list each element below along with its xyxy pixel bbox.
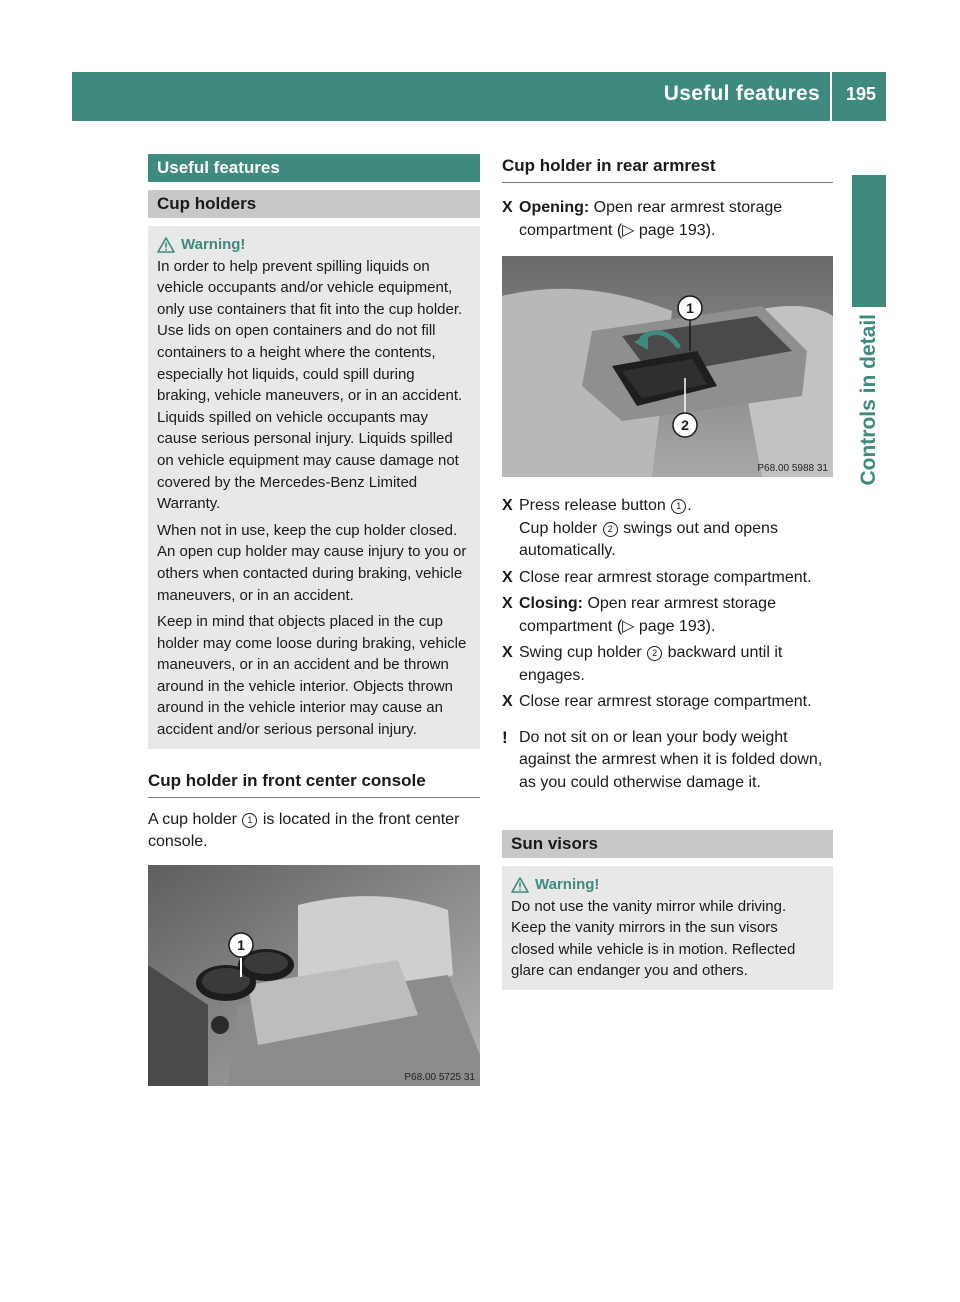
callout-marker: 1 [242,813,257,828]
warning-paragraph: Do not use the vanity mirror while driving. Keep the vanity mirrors in the sun visors closed while vehicle is in motion. Reflected glare can endanger you and others. [511,897,796,980]
photo-callout-2: 2 [681,417,689,433]
step-arrow-icon: X [502,693,513,710]
rear-armrest-illustration [502,256,833,477]
warning-triangle-icon [511,877,529,893]
warning-heading [511,874,825,896]
step-text: Open rear armrest storage compartment (▷ page 193). [519,199,783,239]
step-text: Open rear armrest storage compartment (▷ page 193). [519,595,776,635]
photo-callout-1: 1 [237,936,245,953]
step-arrow-icon: X [502,199,513,216]
header-divider [830,72,832,121]
steps-list-1 [502,197,833,242]
steps-list-2 [502,495,833,714]
header-title: Useful features [663,82,820,105]
step-text: swings out and opens automatically. [519,519,778,559]
warning-heading-text: Warning! [535,876,600,893]
body-text-part: is located in the front center console. [148,810,460,851]
warning-triangle-icon [157,237,175,253]
step-item [502,495,833,563]
step-text: Press release button [519,497,671,514]
warning-heading [157,234,472,256]
photo-code: P68.00 5725 31 [404,1071,475,1083]
step-text: Close rear armrest storage compartment. [519,693,812,710]
callout-marker: 2 [647,646,662,661]
step-label: Closing: [519,595,583,612]
step-item [502,567,833,590]
section-band: Useful features [148,154,480,182]
section-title: Cup holder in rear armrest [502,156,833,183]
step-text: Close rear armrest storage compartment. [519,568,812,586]
step-item [502,593,833,638]
page-header [72,72,886,121]
left-column [148,154,480,1086]
warning-paragraph: Keep in mind that objects placed in the cup holder may come loose during braking, vehicle maneuvers, or in an accident and be thrown around in the vehicle interior. Objects thrown around in the vehicle interior may cause an accident and/or serious personal injury. [157,613,467,739]
warning-box [148,226,480,749]
page-number: 195 [845,84,876,104]
step-arrow-icon: X [502,644,513,661]
body-paragraph [148,809,480,854]
warning-heading-text: Warning! [181,236,246,253]
front-console-illustration [148,865,480,1086]
note-text: Do not sit on or lean your body weight against the armrest when it is folded down, as you could otherwise damage it. [519,728,823,791]
side-tab-label-box [852,314,886,814]
callout-marker: 1 [671,499,686,514]
step-text: Cup holder [519,519,602,537]
damage-note [502,727,833,795]
side-tab-marker [852,175,886,307]
step-text: Swing cup holder [519,644,647,661]
subsection-band: Sun visors [502,830,833,858]
side-tab-label: Controls in detail [857,314,880,486]
step-arrow-icon: X [502,497,513,514]
right-column [502,154,833,990]
exclamation-icon: ! [502,727,508,747]
section-title: Cup holder in front center console [148,771,480,798]
step-text: . [687,497,692,514]
subsection-band: Cup holders [148,190,480,218]
step-arrow-icon: X [502,595,513,612]
step-item [502,691,833,714]
warning-paragraph: In order to help prevent spilling liquids on vehicle occupants and/or vehicle equipment, only use containers that fit into the cup holder. Use lids on open containers and do not fill containers to a height where the contents, especially hot liquids, could spill during braking, vehicle maneuvers, or in an accident. Liquids spilled on vehicle occupants may cause serious personal injury. Liquids spilled on vehicle equipment may cause damage not covered by the Mercedes-Benz Limited Warranty. [157,257,463,513]
photo-code: P68.00 5988 31 [757,463,828,474]
body-text-part: A cup holder [148,810,242,828]
step-item [502,642,833,687]
front-console-photo [148,865,480,1086]
step-label: Opening: [519,199,590,216]
step-item [502,197,833,242]
step-arrow-icon: X [502,568,513,586]
photo-callout-1: 1 [686,300,694,316]
warning-box [502,866,833,990]
rear-armrest-photo [502,256,833,477]
callout-marker: 2 [603,522,618,537]
warning-paragraph: When not in use, keep the cup holder closed. An open cup holder may cause injury to you or others when contacted during braking, vehicle maneuvers, or in an accident. [157,521,467,604]
step-text: backward until it engages. [519,644,783,684]
